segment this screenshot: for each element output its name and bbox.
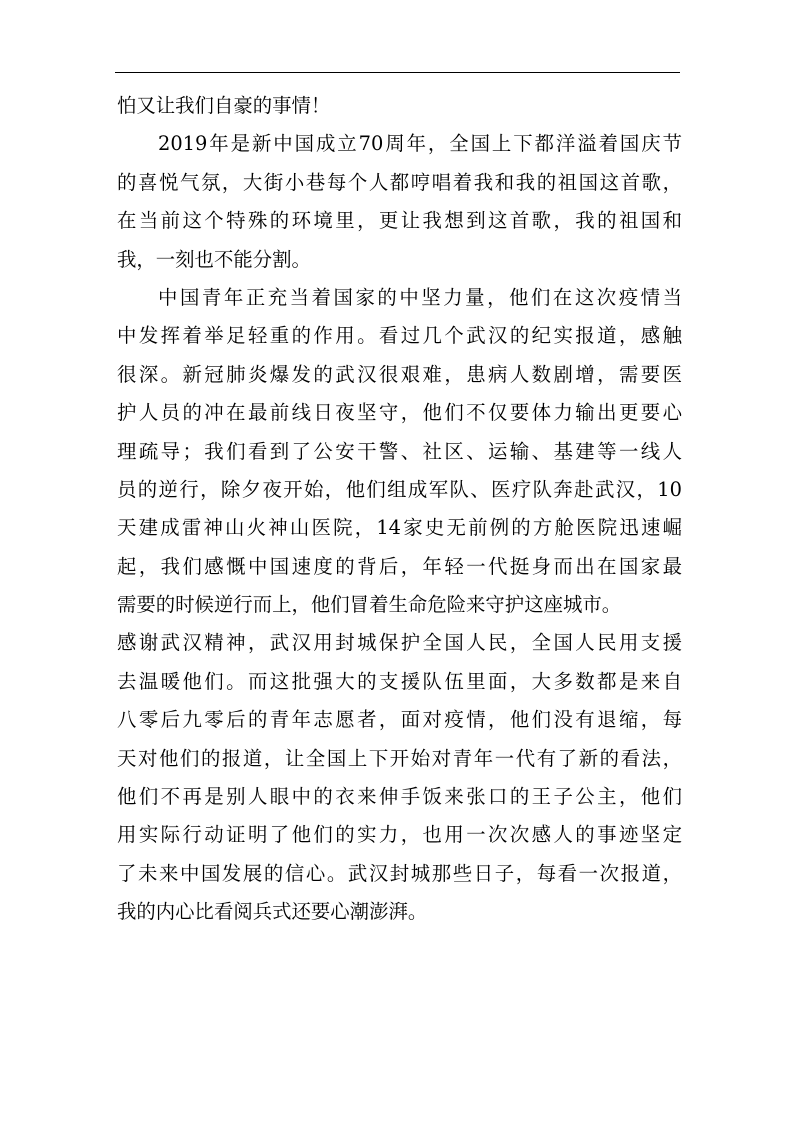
paragraph-line: 的喜悦气氛，大街小巷每个人都哼唱着我和我的祖国这首歌， xyxy=(117,170,682,194)
paragraph-line: 护人员的冲在最前线日夜坚守，他们不仅要体力输出更要心 xyxy=(117,401,682,425)
paragraph-line: 用实际行动证明了他们的实力，也用一次次感人的事迹坚定 xyxy=(117,823,682,847)
document-body xyxy=(117,87,682,932)
paragraph-line: 需要的时候逆行而上，他们冒着生命危险来守护这座城市。 xyxy=(117,593,622,617)
paragraph-line: 很深。新冠肺炎爆发的武汉很艰难，患病人数剧增，需要医 xyxy=(117,362,682,386)
paragraph-line: 中国青年正充当着国家的中坚力量，他们在这次疫情当 xyxy=(158,285,682,309)
paragraph-line: 天对他们的报道，让全国上下开始对青年一代有了新的看法， xyxy=(117,746,682,770)
paragraph-line: 八零后九零后的青年志愿者，面对疫情，他们没有退缩，每 xyxy=(117,708,682,732)
header-rule xyxy=(115,72,680,73)
paragraph-line: 感谢武汉精神，武汉用封城保护全国人民，全国人民用支援 xyxy=(117,631,682,655)
paragraph-line: 起，我们感慨中国速度的背后，年轻一代挺身而出在国家最 xyxy=(117,554,682,578)
paragraph-line: 去温暖他们。而这批强大的支援队伍里面，大多数都是来自 xyxy=(117,669,682,693)
paragraph-line: 在当前这个特殊的环境里，更让我想到这首歌，我的祖国和 xyxy=(117,209,682,233)
paragraph-line: 我，一刻也不能分割。 xyxy=(117,247,311,271)
paragraph-line: 理疏导；我们看到了公安干警、社区、运输、基建等一线人 xyxy=(117,439,682,463)
paragraph-line: 员的逆行，除夕夜开始，他们组成军队、医疗队奔赴武汉，10 xyxy=(117,477,682,501)
paragraph-line: 天建成雷神山火神山医院，14家史无前例的方舱医院迅速崛 xyxy=(117,516,682,540)
paragraph-line: 他们不再是别人眼中的衣来伸手饭来张口的王子公主，他们 xyxy=(117,785,682,809)
paragraph-line: 2019年是新中国成立70周年，全国上下都洋溢着国庆节 xyxy=(158,132,682,156)
paragraph-line: 我的内心比看阅兵式还要心潮澎湃。 xyxy=(117,900,428,924)
paragraph-line: 怕又让我们自豪的事情！ xyxy=(117,94,331,117)
paragraph-line: 中发挥着举足轻重的作用。看过几个武汉的纪实报道，感触 xyxy=(117,324,682,348)
paragraph-line: 了未来中国发展的信心。武汉封城那些日子，每看一次报道， xyxy=(117,861,682,885)
